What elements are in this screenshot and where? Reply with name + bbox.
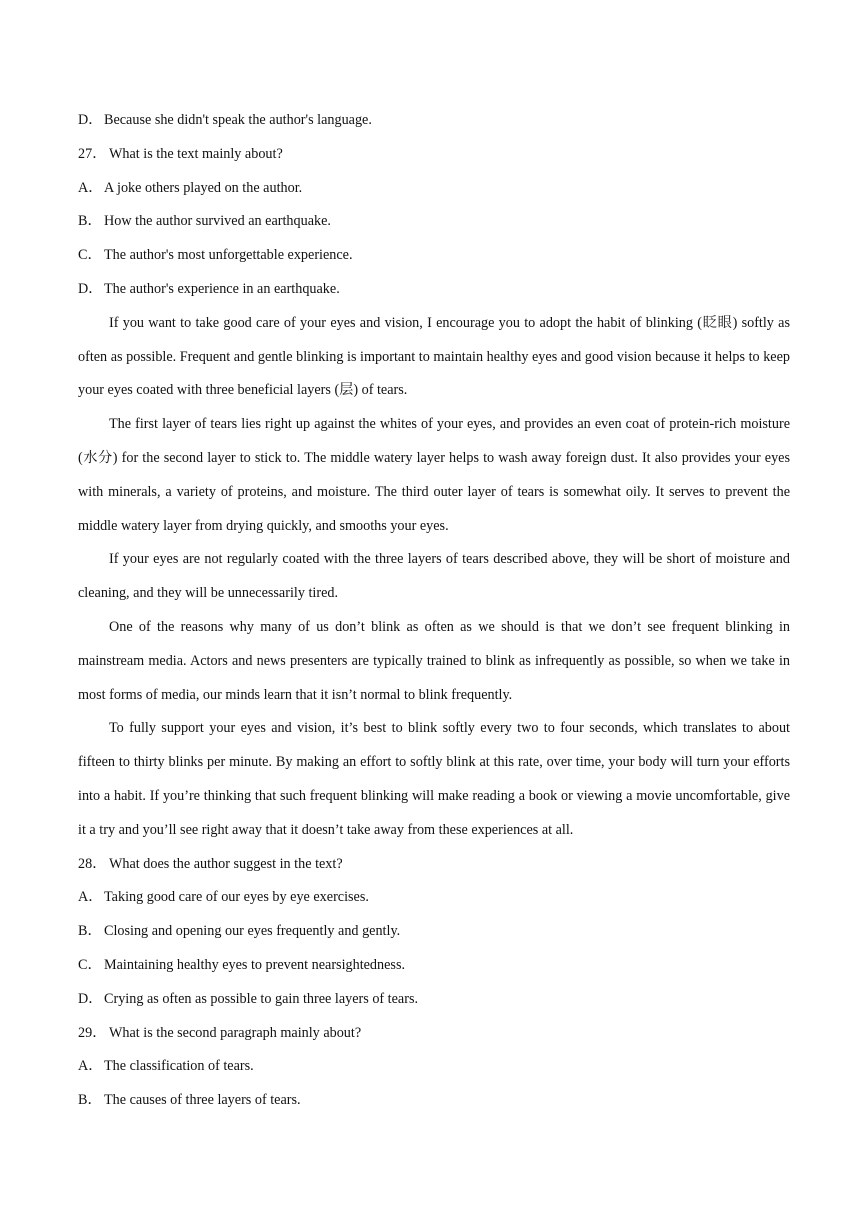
option-letter: A． <box>78 179 103 196</box>
option-text: How the author survived an earthquake. <box>104 213 331 230</box>
option-text: Maintaining healthy eyes to prevent nearsightedness. <box>104 956 406 973</box>
option-text: The causes of three layers of tears. <box>104 1092 301 1109</box>
option-28-c <box>78 949 790 983</box>
option-letter: D． <box>78 112 103 128</box>
option-28-b <box>78 915 790 949</box>
option-text: Taking good care of our eyes by eye exercises. <box>104 889 369 906</box>
question-text: What is the text mainly about? <box>109 145 283 162</box>
question-number: 28． <box>78 855 107 872</box>
option-28-a <box>78 881 790 915</box>
option-29-a <box>78 1050 790 1084</box>
option-letter: B． <box>78 1092 102 1109</box>
option-text: Closing and opening our eyes frequently and gently. <box>104 923 401 940</box>
question-29 <box>78 1017 790 1051</box>
option-27-b <box>78 205 790 239</box>
option-letter: C． <box>78 247 102 264</box>
option-27-d <box>78 273 790 307</box>
passage-paragraph-4: One of the reasons why many of us don’t blink as often as we should is that we don’t see frequent blinking in mainstream media. Actors and news presenters are typically trained to blink as infrequently as possible, so when we take in most forms of media, our minds learn that it isn’t normal to blink frequently. <box>78 618 790 703</box>
question-27 <box>78 138 790 172</box>
option-27-a <box>78 172 790 206</box>
passage-paragraph-5: To fully support your eyes and vision, it’s best to blink softly every two to four seconds, which translates to about fifteen to thirty blinks per minute. By making an effort to softly blink at this rate, over time, your body will turn your efforts into a habit. If you’re thinking that such frequent blinking will make reading a book or viewing a movie uncomfortable, give it a try and you’ll see right away that it doesn’t take away from these experiences at all. <box>78 720 790 838</box>
option-text: The author's experience in an earthquake. <box>104 280 340 297</box>
option-letter: D． <box>78 280 103 297</box>
option-text: Crying as often as possible to gain three layers of tears. <box>104 990 419 1007</box>
option-26-d <box>78 104 790 138</box>
option-letter: B． <box>78 213 102 230</box>
option-text: A joke others played on the author. <box>104 179 303 196</box>
question-28 <box>78 848 790 882</box>
question-text: What is the second paragraph mainly about? <box>109 1024 362 1041</box>
question-number: 29． <box>78 1024 107 1041</box>
option-letter: A． <box>78 1058 103 1075</box>
question-number: 27． <box>78 145 107 162</box>
passage-paragraph-2: The first layer of tears lies right up against the whites of your eyes, and provides an even coat of protein-rich moisture (水分) for the second layer to stick to. The middle watery layer helps to wash away foreign dust. It also provides your eyes with minerals, a variety of proteins, and moisture. The third outer layer of tears is somewhat oily. It serves to prevent the middle watery layer from drying quickly, and smooths your eyes. <box>78 416 790 534</box>
option-letter: C． <box>78 956 102 973</box>
option-27-c <box>78 239 790 273</box>
option-letter: A． <box>78 889 103 906</box>
option-29-b <box>78 1084 790 1118</box>
passage-paragraph-3: If your eyes are not regularly coated with the three layers of tears described above, they will be short of moisture and cleaning, and they will be unnecessarily tired. <box>78 551 790 602</box>
option-letter: B． <box>78 923 102 940</box>
option-text: The classification of tears. <box>104 1058 254 1075</box>
question-text: What does the author suggest in the text? <box>109 855 343 872</box>
passage-paragraph-1: If you want to take good care of your eyes and vision, I encourage you to adopt the habit of blinking (眨眼) softly as often as possible. Frequent and gentle blinking is important to maintain healthy eyes and good vision because it helps to keep your eyes coated with three beneficial layers (层) of tears. <box>78 314 790 399</box>
option-28-d <box>78 983 790 1017</box>
option-text: The author's most unforgettable experience. <box>104 247 353 264</box>
document-content <box>78 104 790 1118</box>
option-letter: D． <box>78 990 103 1007</box>
option-text: Because she didn't speak the author's language. <box>104 112 372 128</box>
